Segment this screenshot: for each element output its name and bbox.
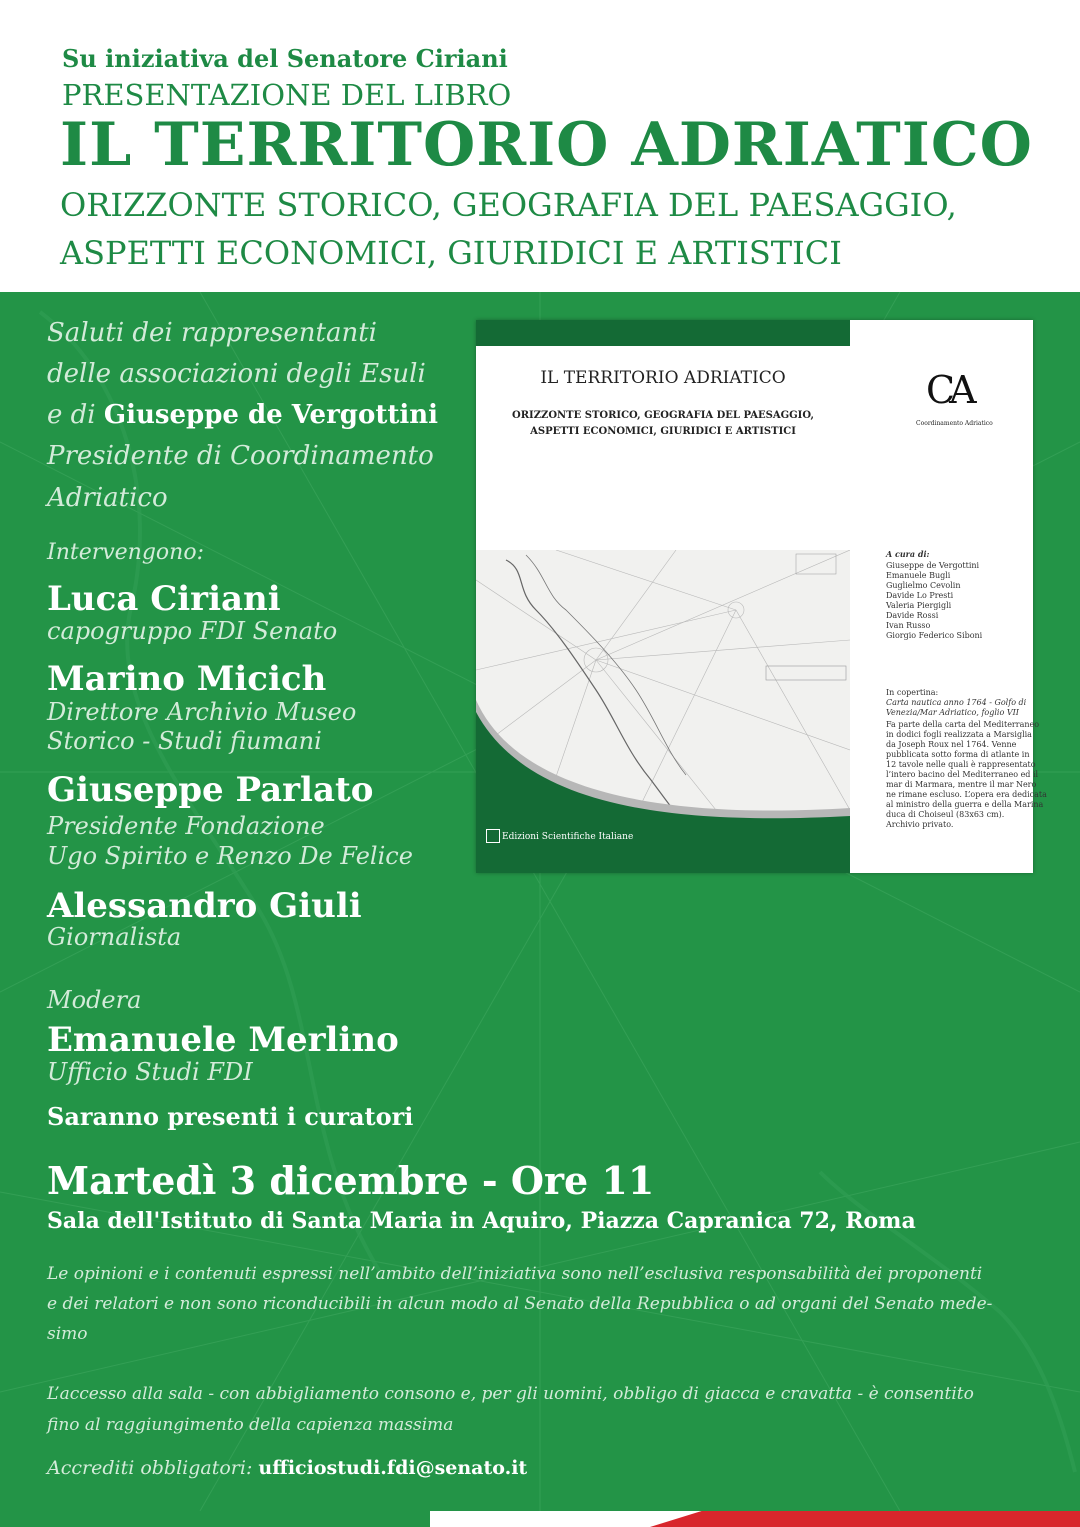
book-cover-title: IL TERRITORIO ADRIATICO — [540, 368, 786, 388]
curators-note: Saranno presenti i curatori — [47, 1102, 414, 1131]
greeting-line3-prefix: e di — [47, 400, 104, 430]
moderator-name: Emanuele Merlino — [47, 1020, 399, 1060]
greeting-line1: Saluti dei rappresentanti — [47, 318, 377, 348]
editor-name: Giuseppe de Vergottini — [886, 561, 980, 570]
speaker-name: Marino Micich — [47, 659, 327, 699]
greeting-line3 — [47, 400, 438, 430]
book-subtitle-line1: ORIZZONTE STORICO, GEOGRAFIA DEL PAESAGGIO, — [60, 186, 957, 224]
cover-desc-line: in dodici fogli realizzata a Marsiglia — [886, 730, 1032, 739]
editor-name: Valeria Piergigli — [886, 601, 952, 610]
book-subtitle-line2: ASPETTI ECONOMICI, GIURIDICI E ARTISTICI — [60, 234, 842, 272]
speaker-role: Direttore Archivio Museo — [47, 698, 357, 726]
event-venue: Sala dell'Istituto di Santa Maria in Aquiro, Piazza Capranica 72, Roma — [47, 1208, 916, 1234]
publisher-logo-icon — [486, 829, 500, 843]
editor-name: Davide Lo Presti — [886, 591, 954, 600]
cover-desc-line: mar di Marmara, mentre il mar Nero — [886, 780, 1037, 789]
moderator-role: Ufficio Studi FDI — [47, 1058, 253, 1086]
book-cover-back — [850, 320, 1047, 873]
speaker-role: Presidente Fondazione — [47, 812, 325, 840]
accreditation-email[interactable]: ufficiostudi.fdi@senato.it — [258, 1457, 528, 1479]
cover-wave-shape — [476, 700, 850, 873]
editor-name: Davide Rossi — [886, 611, 939, 620]
book-cover — [476, 320, 1047, 873]
greeting-line4: Presidente di Coordinamento — [47, 441, 434, 471]
cover-desc-line: pubblicata sotto forma di atlante in — [886, 750, 1030, 759]
speaker-role: capogruppo FDI Senato — [47, 617, 338, 645]
coordinamento-adriatico-logo: CA — [926, 368, 971, 412]
cover-desc-line: da Joseph Roux nel 1764. Venne — [886, 740, 1017, 749]
speakers-label: Intervengono: — [47, 540, 205, 565]
presentation-label: PRESENTAZIONE DEL LIBRO — [62, 78, 512, 112]
cover-caption-italic: Carta nautica anno 1764 - Golfo di — [886, 698, 1027, 707]
book-cover-top-bar — [476, 320, 850, 346]
speaker-role: Ugo Spirito e Renzo De Felice — [47, 842, 413, 870]
flag-green-stripe — [0, 1511, 430, 1527]
speaker-role: Storico - Studi fiumani — [47, 727, 322, 755]
disclaimer-line3: simo — [47, 1324, 88, 1344]
disclaimer-line2: e dei relatori e non sono riconducibili in alcun modo al Senato della Repubblica o ad organi del Senato mede- — [47, 1294, 993, 1314]
initiative-line: Su iniziativa del Senatore Ciriani — [62, 44, 508, 73]
cover-desc-line: ne rimane escluso. L’opera era dedicata — [886, 790, 1047, 799]
cover-desc-line: Fa parte della carta del Mediterraneo — [886, 720, 1040, 729]
cover-desc-line: duca di Choiseul (83x63 cm). — [886, 810, 1005, 819]
speaker-name: Alessandro Giuli — [47, 886, 362, 926]
event-date-time: Martedì 3 dicembre - Ore 11 — [47, 1158, 655, 1203]
footer-flag-band — [0, 1511, 1080, 1527]
editor-name: Ivan Russo — [886, 621, 931, 630]
speaker-name: Giuseppe Parlato — [47, 770, 374, 810]
editor-name: Emanuele Bugli — [886, 571, 951, 580]
disclaimer-line1: Le opinioni e i contenuti espressi nell’ambito dell’iniziativa sono nell’esclusiva responsabilità dei proponenti — [47, 1264, 983, 1284]
book-cover-subtitle-line1: ORIZZONTE STORICO, GEOGRAFIA DEL PAESAGGIO, — [512, 410, 814, 421]
editor-name: Guglielmo Cevolin — [886, 581, 961, 590]
accreditation-line — [47, 1457, 527, 1479]
access-line1: L’accesso alla sala - con abbigliamento consono e, per gli uomini, obbligo di giacca e cravatta - è consentito — [47, 1384, 974, 1404]
cover-desc-line: l’intero bacino del Mediterraneo ed il — [886, 770, 1039, 779]
cover-caption-italic: Venezia/Mar Adriatico, foglio VII — [886, 708, 1019, 717]
speaker-role: Giornalista — [47, 923, 182, 951]
editor-name: Giorgio Federico Siboni — [886, 631, 983, 640]
access-line2: fino al raggiungimento della capienza massima — [47, 1415, 454, 1435]
editors-label: A cura di: — [886, 549, 930, 559]
cover-desc-line: 12 tavole nelle quali è rappresentato — [886, 760, 1036, 769]
book-cover-subtitle-line2: ASPETTI ECONOMICI, GIURIDICI E ARTISTICI — [530, 426, 796, 437]
accreditation-label: Accrediti obbligatori: — [47, 1457, 259, 1479]
header — [0, 0, 1080, 292]
moderator-label: Modera — [47, 986, 142, 1014]
book-publisher: Edizioni Scientifiche Italiane — [502, 832, 634, 842]
speaker-name: Luca Ciriani — [47, 579, 281, 619]
cover-desc-line: al ministro della guerra e della Marina — [886, 800, 1044, 809]
greeting-line5: Adriatico — [47, 483, 168, 513]
cover-label: In copertina: — [886, 688, 939, 697]
greeting-line2: delle associazioni degli Esuli — [47, 359, 426, 389]
flag-red-stripe — [650, 1511, 1080, 1527]
book-title: IL TERRITORIO ADRIATICO — [60, 110, 1033, 180]
logo-label: Coordinamento Adriatico — [916, 420, 993, 427]
book-cover-front — [476, 320, 850, 873]
cover-desc-line: Archivio privato. — [886, 820, 954, 829]
greeting-line3-name: Giuseppe de Vergottini — [103, 400, 438, 430]
